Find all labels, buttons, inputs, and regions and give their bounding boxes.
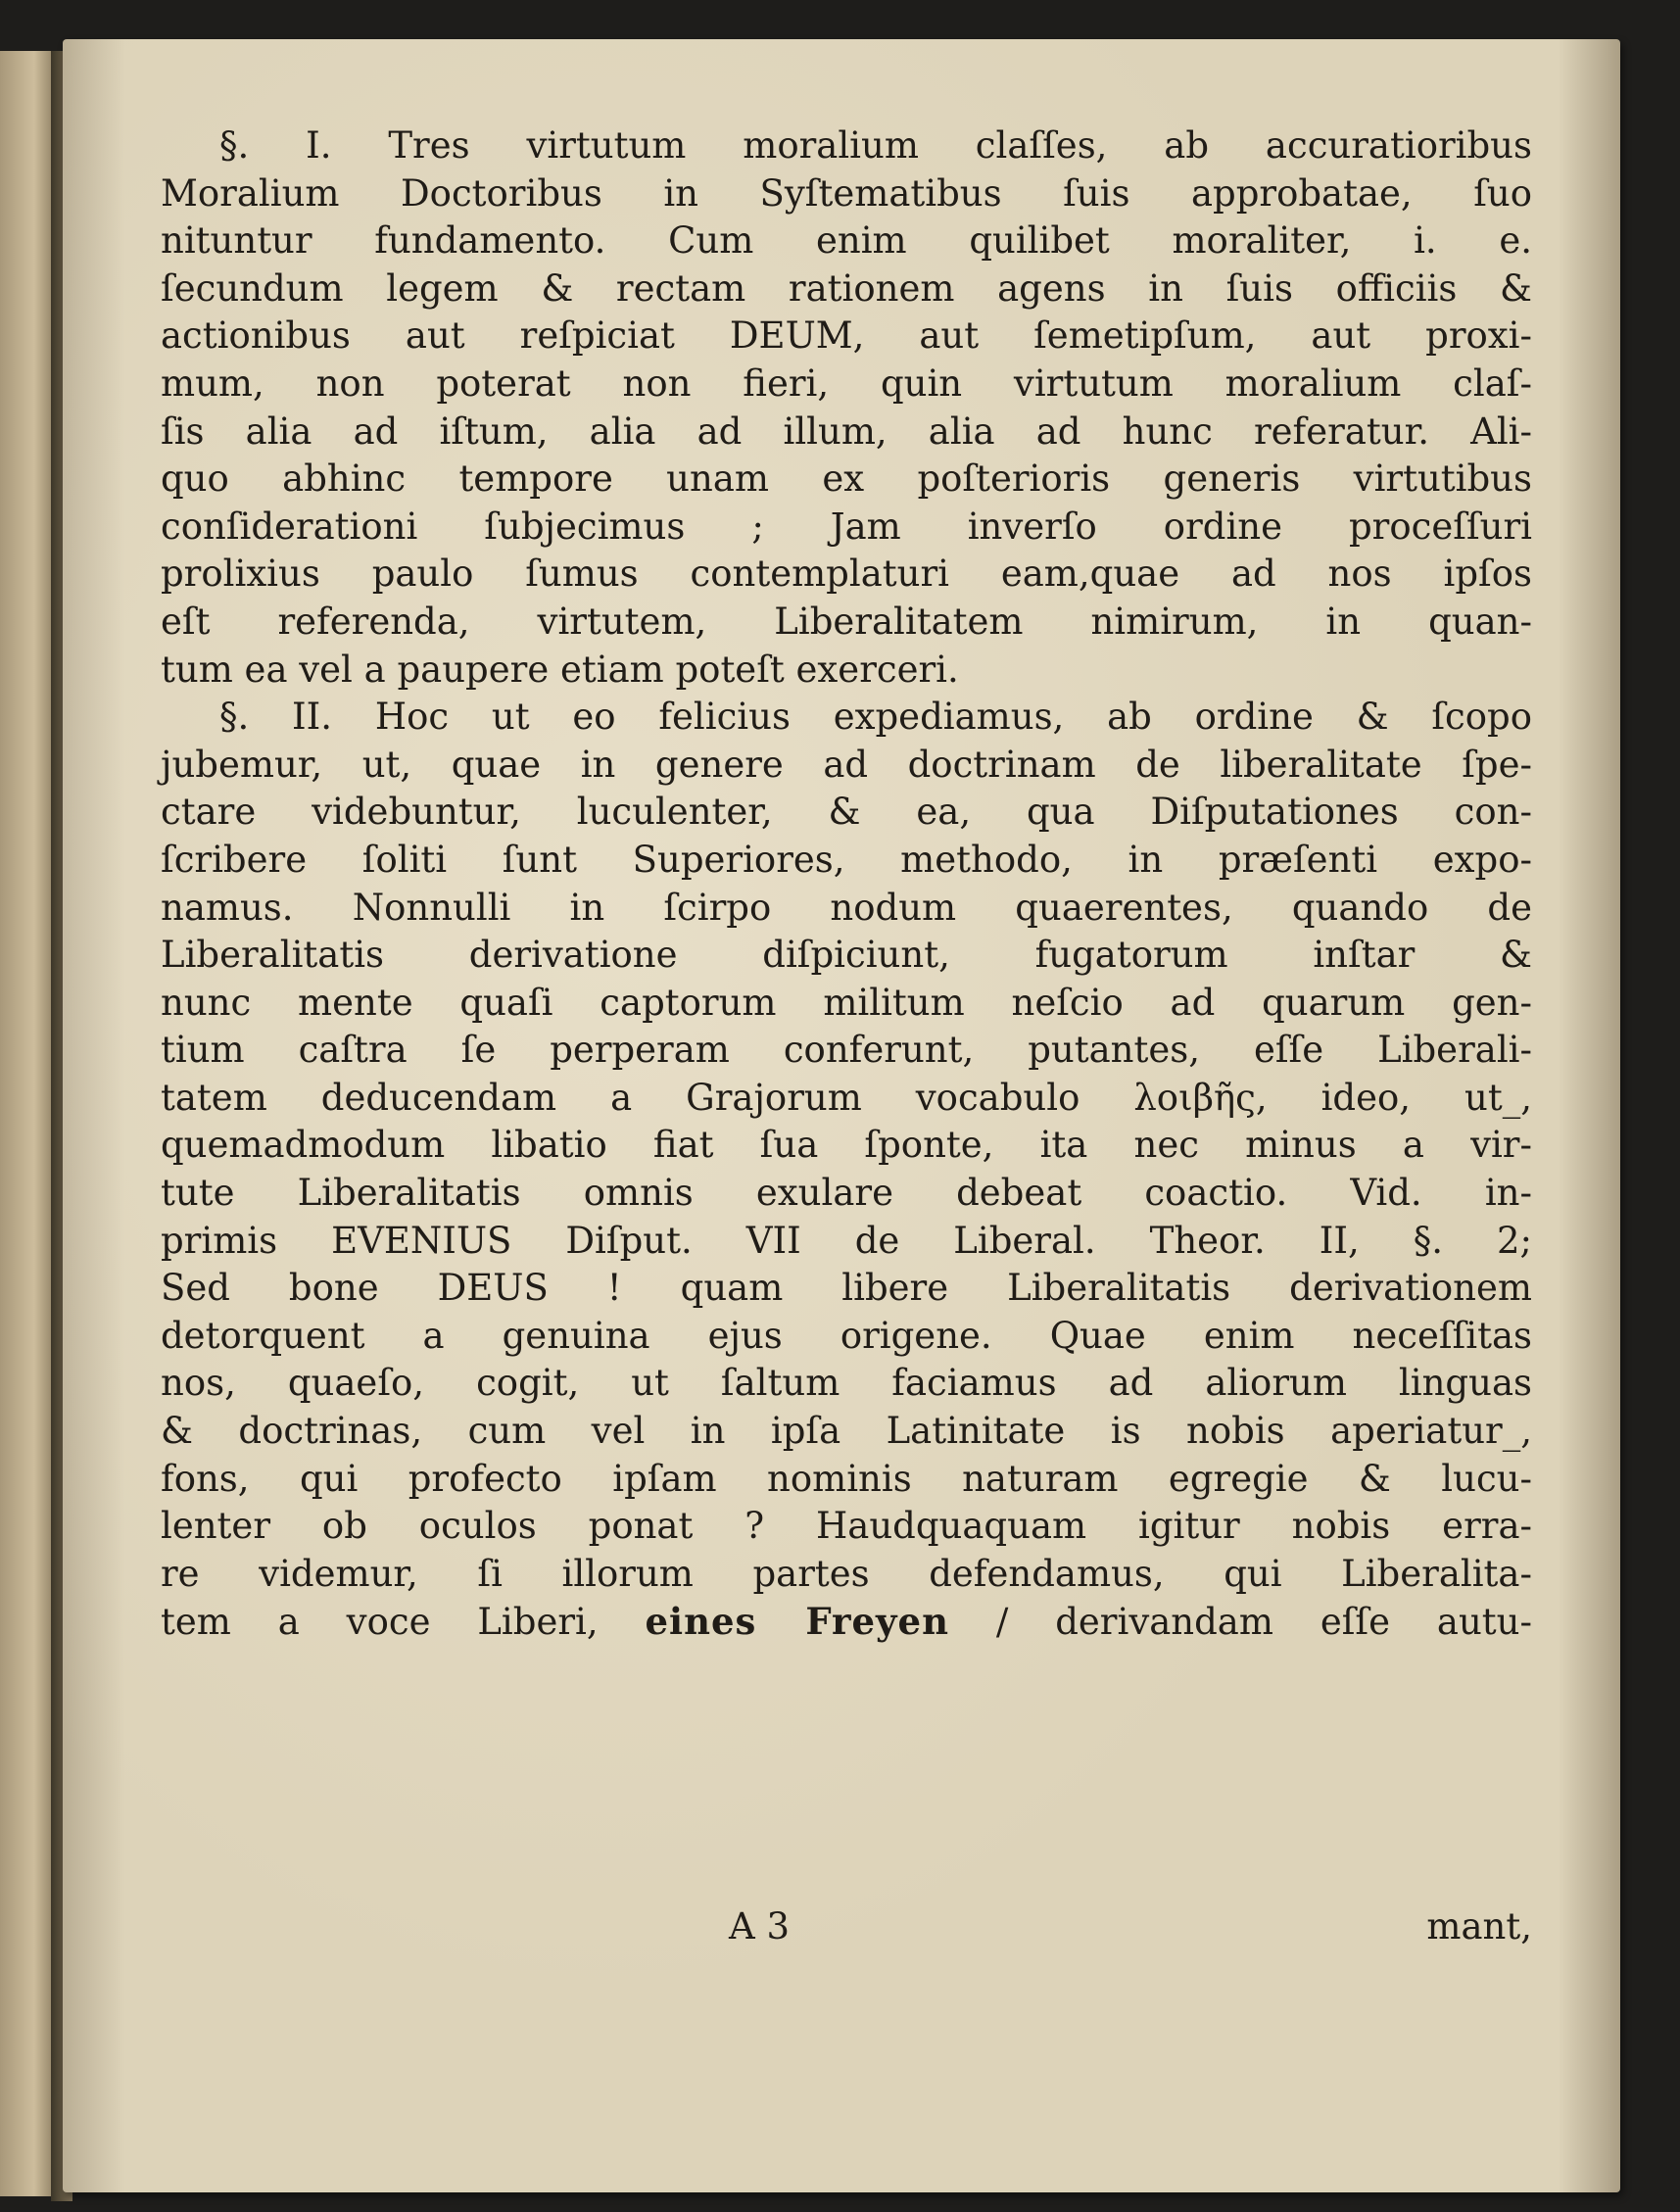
page-footer bbox=[161, 1905, 1532, 1954]
text-line: ctare videbuntur, luculenter, & ea, qua Diſputationes con- bbox=[161, 791, 1532, 834]
text-line: eſt referenda, virtutem, Liberalitatem nimirum, in quan- bbox=[161, 600, 1532, 643]
text-line: prolixius paulo ſumus contemplaturi eam,quae ad nos ipſos bbox=[161, 553, 1532, 596]
text-line: Sed bone DEUS ! quam libere Liberalitatis derivationem bbox=[161, 1267, 1532, 1310]
text-line: Liberalitatis derivatione diſpiciunt, fugatorum inſtar & bbox=[161, 934, 1532, 977]
text-line: §. I. Tres virtutum moralium claſſes, ab accuratioribus bbox=[219, 124, 1532, 167]
signature-mark: A 3 bbox=[729, 1905, 791, 1948]
text-line: lenter ob oculos ponat ? Haudquaquam igitur nobis erra- bbox=[161, 1505, 1532, 1548]
text-line: tute Liberalitatis omnis exulare debeat coactio. Vid. in- bbox=[161, 1172, 1532, 1215]
text-line: ſis alia ad iſtum, alia ad illum, alia ad hunc referatur. Ali- bbox=[161, 409, 1532, 453]
text-line: nos, quaeſo, cogit, ut ſaltum faciamus ad aliorum linguas bbox=[161, 1362, 1532, 1405]
text-line: quo abhinc tempore unam ex poſterioris generis virtutibus bbox=[161, 457, 1532, 501]
text-line: Moralium Doctoribus in Syſtematibus ſuis approbatae, ſuo bbox=[161, 171, 1532, 215]
text-line: primis EVENIUS Diſput. VII de Liberal. Theor. II, §. 2; bbox=[161, 1219, 1532, 1262]
body-text bbox=[161, 122, 1532, 1646]
text-line: mum, non poterat non fieri, quin virtutum moralium claſ- bbox=[161, 361, 1532, 405]
text-line: tum ea vel a paupere etiam poteſt exerceri. bbox=[161, 648, 959, 691]
text-line: nunc mente quaſi captorum militum neſcio ad quarum gen- bbox=[161, 981, 1532, 1024]
blackletter-phrase: eines Freyen bbox=[645, 1600, 949, 1644]
catchword: mant, bbox=[1426, 1905, 1532, 1948]
text-line: quemadmodum libatio fiat ſua ſponte, ita nec minus a vir- bbox=[161, 1124, 1532, 1167]
text-line-with-german bbox=[161, 1598, 1532, 1646]
facing-page-edge bbox=[0, 51, 57, 2196]
text-line: actionibus aut reſpiciat DEUM, aut ſemetipſum, aut proxi- bbox=[161, 314, 1532, 358]
text-line: ſecundum legem & rectam rationem agens in ſuis officiis & bbox=[161, 266, 1532, 310]
text-line: & doctrinas, cum vel in ipſa Latinitate is nobis aperiatur_, bbox=[161, 1410, 1532, 1453]
text-line: ſcribere ſoliti ſunt Superiores, methodo, in præſenti expo- bbox=[161, 838, 1532, 881]
text-line: namus. Nonnulli in ſcirpo nodum quaerentes, quando de bbox=[161, 886, 1532, 929]
text-line: §. II. Hoc ut eo felicius expediamus, ab ordine & ſcopo bbox=[219, 696, 1532, 739]
text-line: jubemur, ut, quae in genere ad doctrinam de liberalitate ſpe- bbox=[161, 743, 1532, 786]
text-line: tium caſtra ſe perperam conferunt, putantes, eſſe Liberali- bbox=[161, 1029, 1532, 1072]
text-segment: / derivandam eſſe autu- bbox=[948, 1601, 1532, 1644]
book-page bbox=[63, 39, 1620, 2192]
text-segment: tem a voce Liberi, bbox=[161, 1601, 646, 1644]
text-line: fons, qui profecto ipſam nominis naturam egregie & lucu- bbox=[161, 1457, 1532, 1500]
text-line: re videmur, ſi illorum partes defendamus, qui Liberalita- bbox=[161, 1552, 1532, 1595]
text-line: nituntur fundamento. Cum enim quilibet moraliter, i. e. bbox=[161, 219, 1532, 263]
text-line: conſiderationi ſubjecimus ; Jam inverſo ordine proceſſuri bbox=[161, 505, 1532, 548]
text-line: tatem deducendam a Grajorum vocabulo λοιβῆς, ideo, ut_, bbox=[161, 1076, 1532, 1119]
text-line: detorquent a genuina ejus origene. Quae enim neceſſitas bbox=[161, 1314, 1532, 1357]
